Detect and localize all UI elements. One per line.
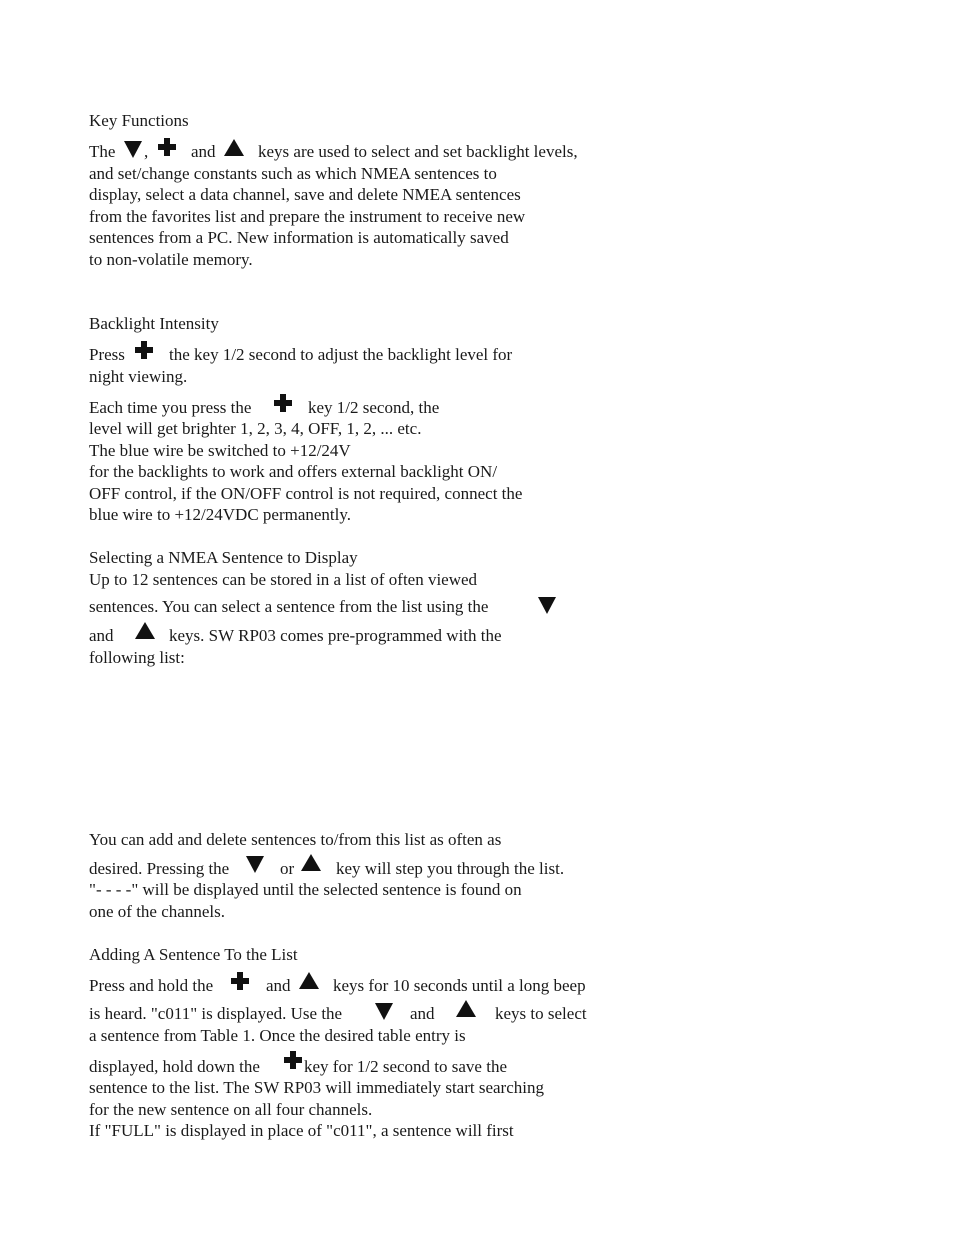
text: The	[89, 142, 116, 161]
text: display, select a data channel, save and delete NMEA sentences	[89, 185, 521, 204]
text: and	[266, 976, 291, 995]
text: keys for 10 seconds until a long beep	[333, 976, 586, 995]
text: a sentence from Table 1. Once the desired table entry is	[89, 1026, 466, 1045]
text: ,	[144, 142, 149, 161]
text: the key 1/2 second to adjust the backlight level for	[169, 345, 513, 364]
up-arrow-key-icon	[456, 1000, 476, 1017]
heading-adding-sentence: Adding A Sentence To the List	[89, 945, 298, 964]
plus-key-icon	[230, 971, 250, 991]
text: is heard. "c011" is displayed. Use the	[89, 1004, 343, 1023]
text: for the new sentence on all four channels.	[89, 1100, 373, 1119]
up-arrow-key-icon	[299, 972, 319, 989]
heading-selecting-sentence: Selecting a NMEA Sentence to Display	[89, 548, 358, 567]
text: Press and hold the	[89, 976, 214, 995]
text: sentences. You can select a sentence from the list using the	[89, 597, 489, 616]
text: and set/change constants such as which NMEA sentences to	[89, 164, 497, 183]
text: night viewing.	[89, 367, 188, 386]
down-arrow-key-icon	[538, 597, 556, 614]
heading-backlight-intensity: Backlight Intensity	[89, 314, 219, 333]
text: or	[280, 859, 295, 878]
text: sentence to the list. The SW RP03 will immediately start searching	[89, 1078, 544, 1097]
text: sentences from a PC. New information is automatically saved	[89, 228, 509, 247]
text: level will get brighter 1, 2, 3, 4, OFF, 1, 2, ... etc.	[89, 419, 422, 438]
down-arrow-key-icon	[124, 141, 142, 158]
text: "- - - -" will be displayed until the selected sentence is found on	[89, 880, 522, 899]
text: The blue wire be switched to +12/24V	[89, 441, 351, 460]
text: keys to select	[495, 1004, 587, 1023]
plus-key-icon	[157, 137, 177, 157]
down-arrow-key-icon	[375, 1003, 393, 1020]
down-arrow-key-icon	[246, 856, 264, 873]
text: and	[410, 1004, 435, 1023]
plus-key-icon	[283, 1050, 303, 1070]
text: If "FULL" is displayed in place of "c011", a sentence will first	[89, 1121, 514, 1140]
text: one of the channels.	[89, 902, 225, 921]
plus-key-icon	[134, 340, 154, 360]
text: following list:	[89, 648, 185, 667]
text: key will step you through the list.	[336, 859, 565, 878]
heading-key-functions: Key Functions	[89, 111, 189, 130]
text: keys. SW RP03 comes pre-programmed with the	[169, 626, 502, 645]
text: Up to 12 sentences can be stored in a list of often viewed	[89, 570, 478, 589]
text: Press	[89, 345, 125, 364]
text: keys are used to select and set backlight levels,	[258, 142, 578, 161]
up-arrow-key-icon	[224, 139, 244, 156]
text: You can add and delete sentences to/from this list as often as	[89, 830, 502, 849]
text: key 1/2 second, the	[308, 398, 440, 417]
text: key for 1/2 second to save the	[304, 1057, 507, 1076]
text: OFF control, if the ON/OFF control is not required, connect the	[89, 484, 523, 503]
up-arrow-key-icon	[135, 622, 155, 639]
up-arrow-key-icon	[301, 854, 321, 871]
text: desired. Pressing the	[89, 859, 230, 878]
text: displayed, hold down the	[89, 1057, 260, 1076]
plus-key-icon	[273, 393, 293, 413]
text: from the favorites list and prepare the instrument to receive new	[89, 207, 526, 226]
text: blue wire to +12/24VDC permanently.	[89, 505, 352, 524]
text: for the backlights to work and offers external backlight ON/	[89, 462, 498, 481]
text: and	[89, 626, 114, 645]
text: and	[191, 142, 216, 161]
text: to non-volatile memory.	[89, 250, 253, 269]
text: Each time you press the	[89, 398, 252, 417]
